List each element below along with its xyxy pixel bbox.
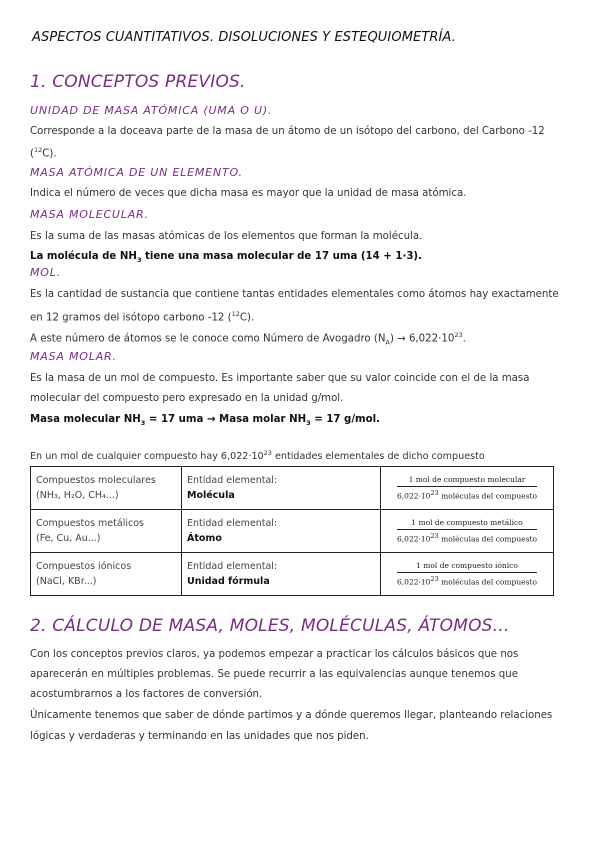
avogadro-sup: 23	[454, 331, 463, 339]
mm-example-b: tiene una masa molecular de 17 uma (14 + 1·3).	[141, 251, 422, 262]
compound-type-cell	[31, 467, 182, 510]
mol-any-a: En un mol de cualquier compuesto hay 6,022·10	[30, 451, 264, 463]
compound-type-label: Compuestos moleculares	[36, 475, 156, 486]
uma-text-line2	[30, 141, 57, 163]
section-2-para2-line2: lógicas y verdaderas y terminando en las unidades que nos piden.	[30, 731, 369, 742]
uma-heading: UNIDAD DE MASA ATÓMICA (UMA O U).	[30, 104, 273, 117]
fraction-den-a: 6,022·10	[397, 577, 431, 587]
avogadro-a: A este número de átomos se le conoce como Número de Avogadro (N	[30, 333, 386, 345]
entity-label: Entidad elemental:	[187, 518, 278, 529]
fraction-numerator: 1 mol de compuesto metálico	[397, 518, 537, 530]
mmolar-example-sub1: 3	[140, 419, 146, 428]
fraction-denominator	[397, 530, 537, 544]
mmolar-example-b: = 17 uma → Masa molar NH	[145, 414, 307, 425]
molar-mass-example	[30, 410, 380, 433]
compound-type-cell	[31, 553, 182, 596]
entity-cell	[182, 510, 381, 553]
compound-type-label: Compuestos iónicos	[36, 561, 132, 572]
mol-text-b: en 12 gramos del isótopo carbono -12 (	[30, 312, 232, 324]
uma-text-a: Corresponde a la doceava parte de la masa de un átomo de un isótopo del carbono, del Carbono -12	[30, 126, 545, 137]
mol-text-line1: Es la cantidad de sustancia que contiene tantas entidades elementales como átomos hay exactamente	[30, 289, 559, 300]
avogadro-sub: A	[385, 338, 390, 347]
fraction-den-a: 6,022·10	[397, 534, 431, 544]
entity-cell	[182, 467, 381, 510]
section-2-heading: 2. CÁLCULO DE MASA, MOLES, MOLÉCULAS, ÁTOMOS...	[30, 616, 510, 636]
fraction-den-b: moléculas del compuesto	[438, 534, 537, 544]
fraction-numerator: 1 mol de compuesto iónico	[397, 561, 537, 573]
molecular-mass-heading: MASA MOLECULAR.	[30, 208, 149, 221]
table-row	[31, 510, 554, 553]
section-2-para1-line2: aparecerán en múltiples problemas. Se puede recurrir a las equivalencias aunque tenemos que	[30, 669, 518, 680]
atomic-mass-heading: MASA ATÓMICA DE UN ELEMENTO.	[30, 166, 243, 179]
entity-cell	[182, 553, 381, 596]
fraction-numerator: 1 mol de compuesto molecular	[397, 475, 537, 487]
molar-mass-heading: MASA MOLAR.	[30, 350, 117, 363]
avogadro-text	[30, 326, 466, 352]
conversion-fraction-cell	[381, 467, 554, 510]
mol-text-line2	[30, 305, 254, 327]
entity-label: Entidad elemental:	[187, 475, 278, 486]
mmolar-example-sub2: 3	[306, 419, 311, 428]
avogadro-b: ) → 6,022·10	[389, 333, 455, 345]
mol-heading: MOL.	[30, 266, 61, 279]
conversion-fraction-cell	[381, 510, 554, 553]
compound-type-examples: (NaCl, KBr...)	[36, 576, 97, 587]
atomic-mass-text: Indica el número de veces que dicha masa es mayor que la unidad de masa atómica.	[30, 188, 467, 199]
mm-example-a: La molécula de NH	[30, 251, 137, 262]
compound-type-examples: (NH₃, H₂O, CH₄...)	[36, 490, 119, 501]
uma-superscript: 12	[33, 146, 43, 154]
document-title: ASPECTOS CUANTITATIVOS. DISOLUCIONES Y ESTEQUIOMETRÍA.	[32, 30, 456, 45]
entity-value: Unidad fórmula	[187, 576, 270, 587]
section-2-para2-line1: Únicamente tenemos que saber de dónde partimos y a dónde queremos llegar, planteando relaciones	[30, 710, 553, 721]
compound-type-examples: (Fe, Cu, Au...)	[36, 533, 101, 544]
mm-example-sub: 3	[136, 256, 142, 265]
entity-value: Átomo	[187, 533, 222, 544]
mol-superscript: 12	[231, 310, 240, 318]
mol-any-sup: 23	[263, 449, 272, 457]
table-row	[31, 553, 554, 596]
molar-mass-text-line1: Es la masa de un mol de compuesto. Es importante saber que su valor coincide con el de la masa	[30, 373, 530, 384]
fraction-den-a: 6,022·10	[397, 491, 431, 501]
uma-text-line1	[30, 122, 545, 141]
table-row	[31, 467, 554, 510]
uma-text-c: C).	[42, 148, 57, 160]
conversion-fraction	[397, 518, 537, 544]
fraction-den-sup: 23	[430, 531, 439, 540]
compound-type-cell	[31, 510, 182, 553]
section-2-para1-line1: Con los conceptos previos claros, ya podemos empezar a practicar los cálculos básicos que nos	[30, 649, 519, 660]
conversion-fraction-cell	[381, 553, 554, 596]
fraction-den-b: moléculas del compuesto	[438, 577, 537, 587]
mol-text-c: C).	[239, 312, 255, 324]
molecular-mass-example	[30, 247, 422, 270]
molecular-mass-text: Es la suma de las masas atómicas de los elementos que forman la molécula.	[30, 231, 423, 242]
mol-any-b: entidades elementales de dicho compuesto	[271, 451, 485, 463]
avogadro-c: .	[462, 333, 466, 345]
section-2-para1-line3: acostumbrarnos a los factores de conversión.	[30, 689, 263, 700]
fraction-denominator	[397, 487, 537, 501]
compound-type-label: Compuestos metálicos	[36, 518, 144, 529]
molar-mass-text-line2: molecular del compuesto pero expresado en la unidad g/mol.	[30, 393, 344, 404]
mmolar-example-c: = 17 g/mol.	[310, 414, 381, 425]
section-1-heading: 1. CONCEPTOS PREVIOS.	[30, 72, 246, 92]
fraction-denominator	[397, 573, 537, 587]
fraction-den-b: moléculas del compuesto	[438, 491, 537, 501]
fraction-den-sup: 23	[430, 488, 439, 497]
fraction-den-sup: 23	[430, 574, 439, 583]
mmolar-example-a: Masa molecular NH	[30, 414, 141, 425]
compound-types-table	[30, 466, 554, 596]
mol-any-compound-text	[30, 444, 485, 466]
entity-value: Molécula	[187, 490, 235, 501]
conversion-fraction	[397, 561, 537, 587]
entity-label: Entidad elemental:	[187, 561, 278, 572]
conversion-fraction	[397, 475, 537, 501]
uma-text-b: (	[30, 148, 34, 160]
